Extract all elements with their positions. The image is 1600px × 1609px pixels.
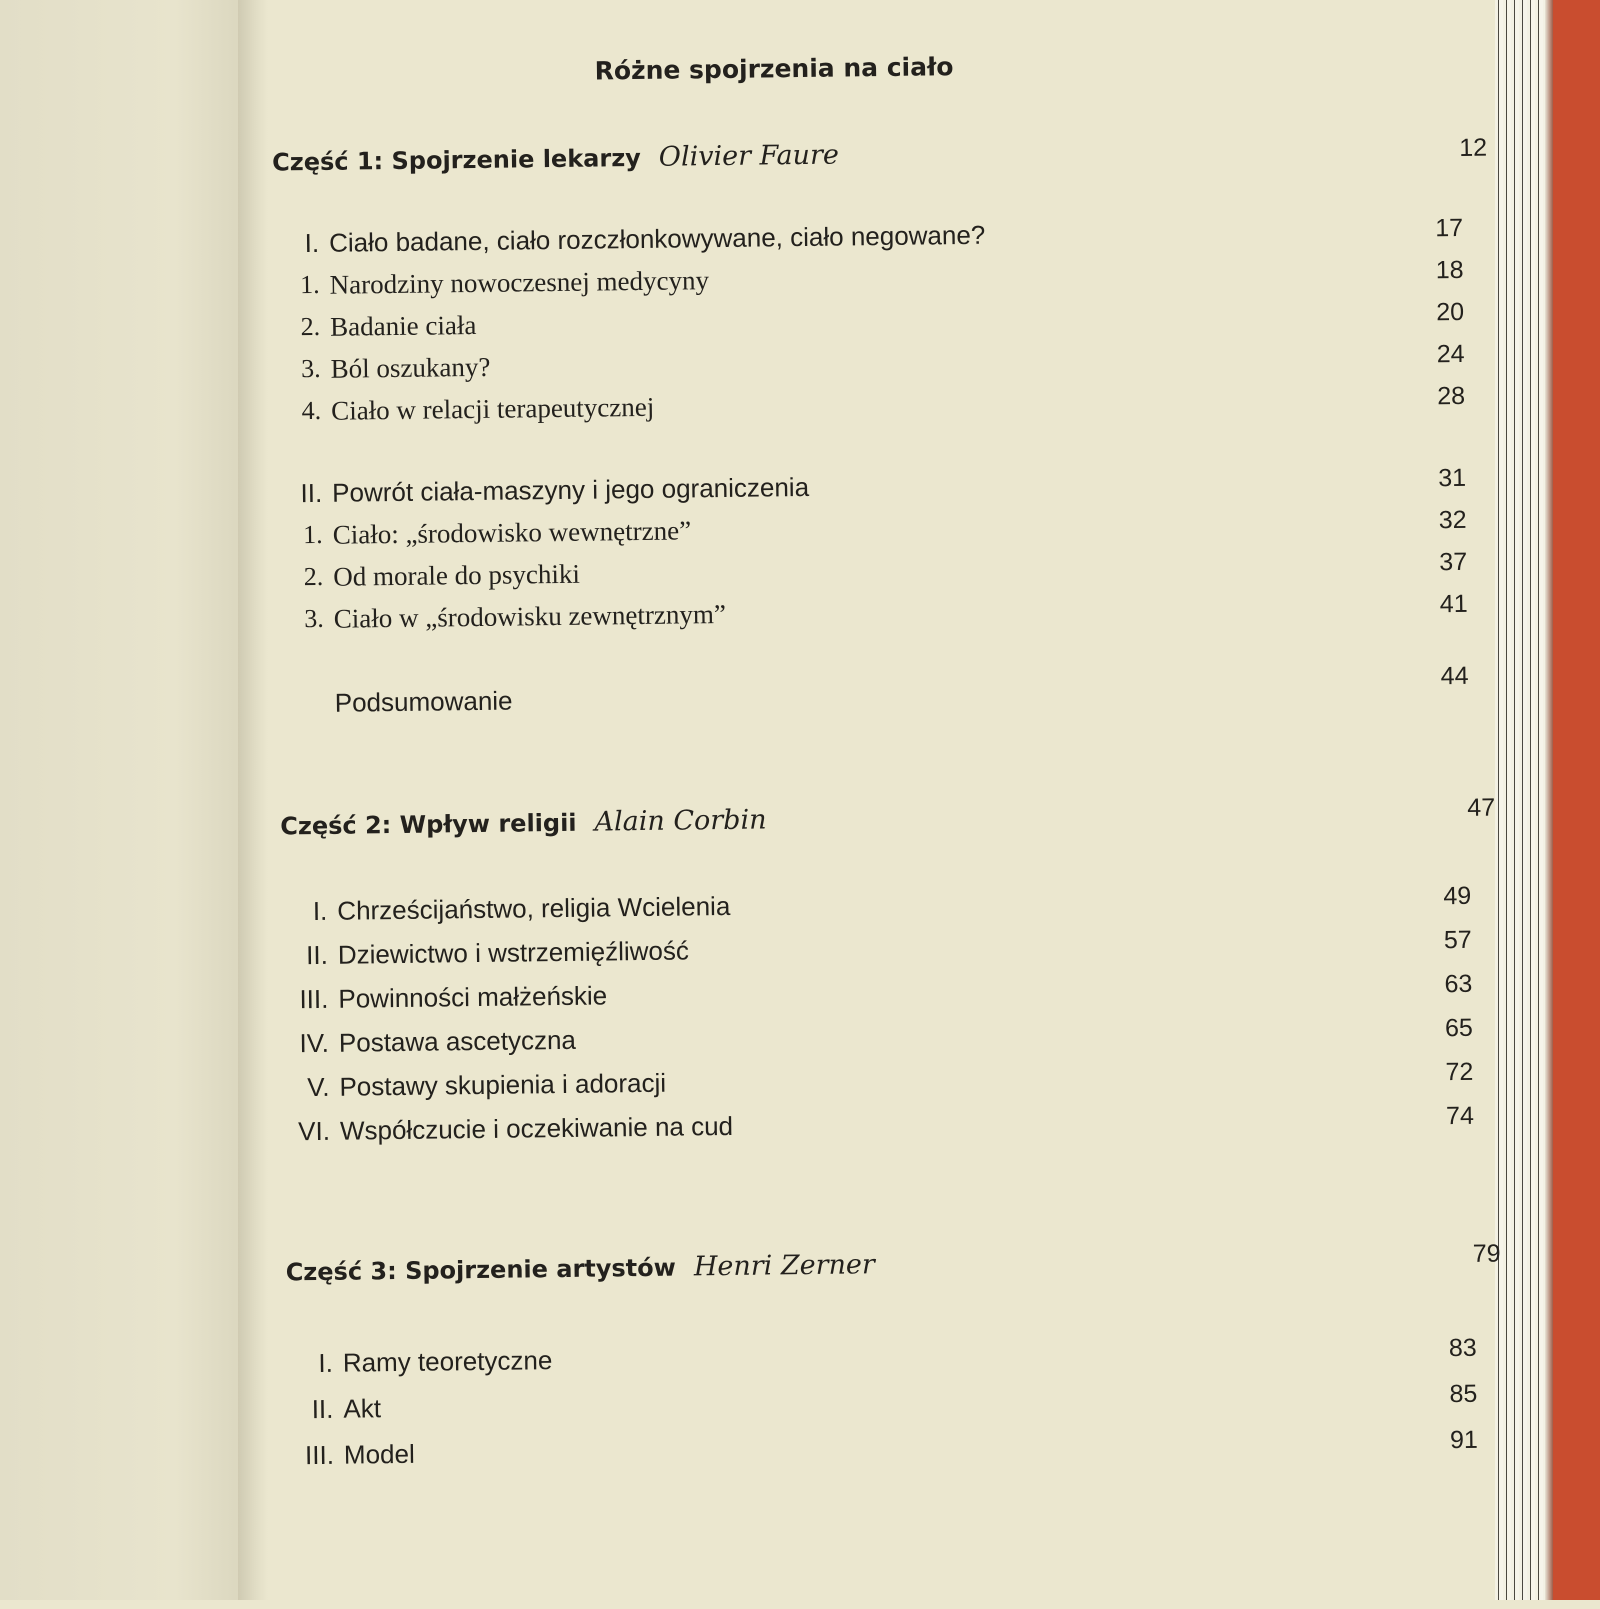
entry-page: 83 <box>1448 1333 1477 1363</box>
entry-label: Narodziny nowoczesnej medycyny <box>329 265 710 300</box>
entry-number: 3. <box>304 603 324 634</box>
entry-page: 32 <box>1438 505 1467 535</box>
toc-entry <box>277 548 1467 599</box>
entry-label: Badanie ciała <box>329 309 477 342</box>
entry-page: 65 <box>1444 1013 1473 1043</box>
part-3-title: Część 3: Spojrzenie artystów <box>285 1253 677 1287</box>
toc-entry <box>287 1334 1477 1385</box>
toc-entry <box>274 298 1464 349</box>
entry-page: 31 <box>1438 463 1467 493</box>
entry-number: 1. <box>299 269 320 300</box>
part-3-author: Henri Zerner <box>693 1249 875 1283</box>
entry-number: VI. <box>298 1115 331 1147</box>
toc-entry <box>282 926 1472 977</box>
entry-number: 2. <box>303 561 324 592</box>
entry-page: 74 <box>1445 1101 1475 1131</box>
entry-page: 20 <box>1436 297 1465 327</box>
toc-entry <box>287 1380 1477 1431</box>
toc-entry <box>277 506 1467 557</box>
part-2-title: Część 2: Wpływ religii <box>280 808 577 841</box>
entry-page: 18 <box>1435 255 1464 285</box>
entry-number: 1. <box>303 519 323 550</box>
entry-label: Powrót ciała-maszyny i jego ograniczenia <box>332 471 810 508</box>
entry-label: Ciało w „środowisku zewnętrznym” <box>333 598 727 634</box>
part-3-page: 79 <box>1472 1239 1501 1268</box>
entry-number: I. <box>304 227 320 259</box>
left-page <box>0 0 250 1600</box>
entry-page: 37 <box>1439 547 1468 577</box>
entry-label: Powinności małżeńskie <box>338 980 608 1014</box>
entry-number: II. <box>300 477 323 509</box>
entry-number: 4. <box>301 395 322 426</box>
entry-label: Postawa ascetyczna <box>338 1024 577 1058</box>
entry-label: Chrześcijaństwo, religia Wcielenia <box>337 890 731 926</box>
entry-page: 24 <box>1436 339 1465 369</box>
part-2-author: Alain Corbin <box>594 804 767 838</box>
toc-entry <box>282 970 1472 1021</box>
entry-label: Ciało w relacji terapeutycznej <box>331 391 655 426</box>
entry-page: 44 <box>1440 661 1469 691</box>
entry-number: III. <box>299 983 329 1015</box>
entry-page: 57 <box>1443 925 1472 955</box>
entry-label: Ciało badane, ciało rozczłonkowywane, ciało negowane? <box>328 219 986 258</box>
entry-number: II. <box>305 939 329 971</box>
entry-label: Postawy skupienia i adoracji <box>339 1067 667 1102</box>
entry-page: 91 <box>1449 1425 1479 1455</box>
part-1-heading <box>272 140 839 178</box>
toc-entry <box>273 214 1463 265</box>
part-1-title: Część 1: Spojrzenie lekarzy <box>271 143 642 177</box>
part-2-page: 47 <box>1467 793 1496 822</box>
entry-number: II. <box>311 1393 334 1425</box>
entry-page: 72 <box>1445 1057 1474 1087</box>
entry-label: Ból oszukany? <box>330 351 491 384</box>
part-1-page: 12 <box>1459 133 1488 162</box>
entry-page: 85 <box>1449 1379 1478 1409</box>
entry-page: 17 <box>1435 213 1464 243</box>
entry-number: I. <box>312 895 328 927</box>
toc-entry <box>284 1102 1474 1153</box>
entry-label: Współczucie i oczekiwanie na cud <box>339 1110 734 1146</box>
entry-page: 41 <box>1439 589 1468 619</box>
entry-page: 49 <box>1443 881 1472 911</box>
entry-number: 2. <box>300 311 321 342</box>
entry-number: IV. <box>299 1027 330 1059</box>
toc-entry <box>283 1014 1473 1065</box>
contents-page <box>258 0 1504 1608</box>
part-1-author: Olivier Faure <box>658 139 840 173</box>
entry-page: 63 <box>1444 969 1473 999</box>
entry-label: Ramy teoretyczne <box>342 1345 553 1378</box>
part-2-heading <box>280 804 767 841</box>
toc-entry <box>273 256 1463 307</box>
contents-title: Różne spojrzenia na ciało <box>594 52 954 86</box>
toc-entry <box>288 1426 1478 1477</box>
entry-number <box>279 688 325 689</box>
entry-label: Dziewictwo i wstrzemięźliwość <box>337 935 690 970</box>
toc-entry <box>275 340 1465 391</box>
entry-page: 28 <box>1437 381 1466 411</box>
entry-label: Model <box>343 1438 415 1470</box>
book-cover-edge <box>1553 0 1600 1600</box>
toc-entry <box>281 882 1471 933</box>
entry-number: V. <box>307 1071 330 1103</box>
entry-number: III. <box>304 1439 335 1471</box>
entry-label: Od morale do psychiki <box>333 558 581 592</box>
toc-entry <box>283 1058 1473 1109</box>
entry-number: 3. <box>301 353 321 384</box>
toc-entry <box>278 590 1468 641</box>
toc-entry <box>279 661 1469 725</box>
entry-label: Podsumowanie <box>334 685 513 718</box>
entry-label: Akt <box>343 1393 382 1424</box>
part-3-heading <box>286 1249 875 1287</box>
toc-entry <box>276 464 1466 515</box>
entry-label: Ciało: „środowisko wewnętrzne” <box>332 515 692 550</box>
entry-number: I. <box>318 1347 334 1378</box>
toc-entry <box>275 382 1465 433</box>
